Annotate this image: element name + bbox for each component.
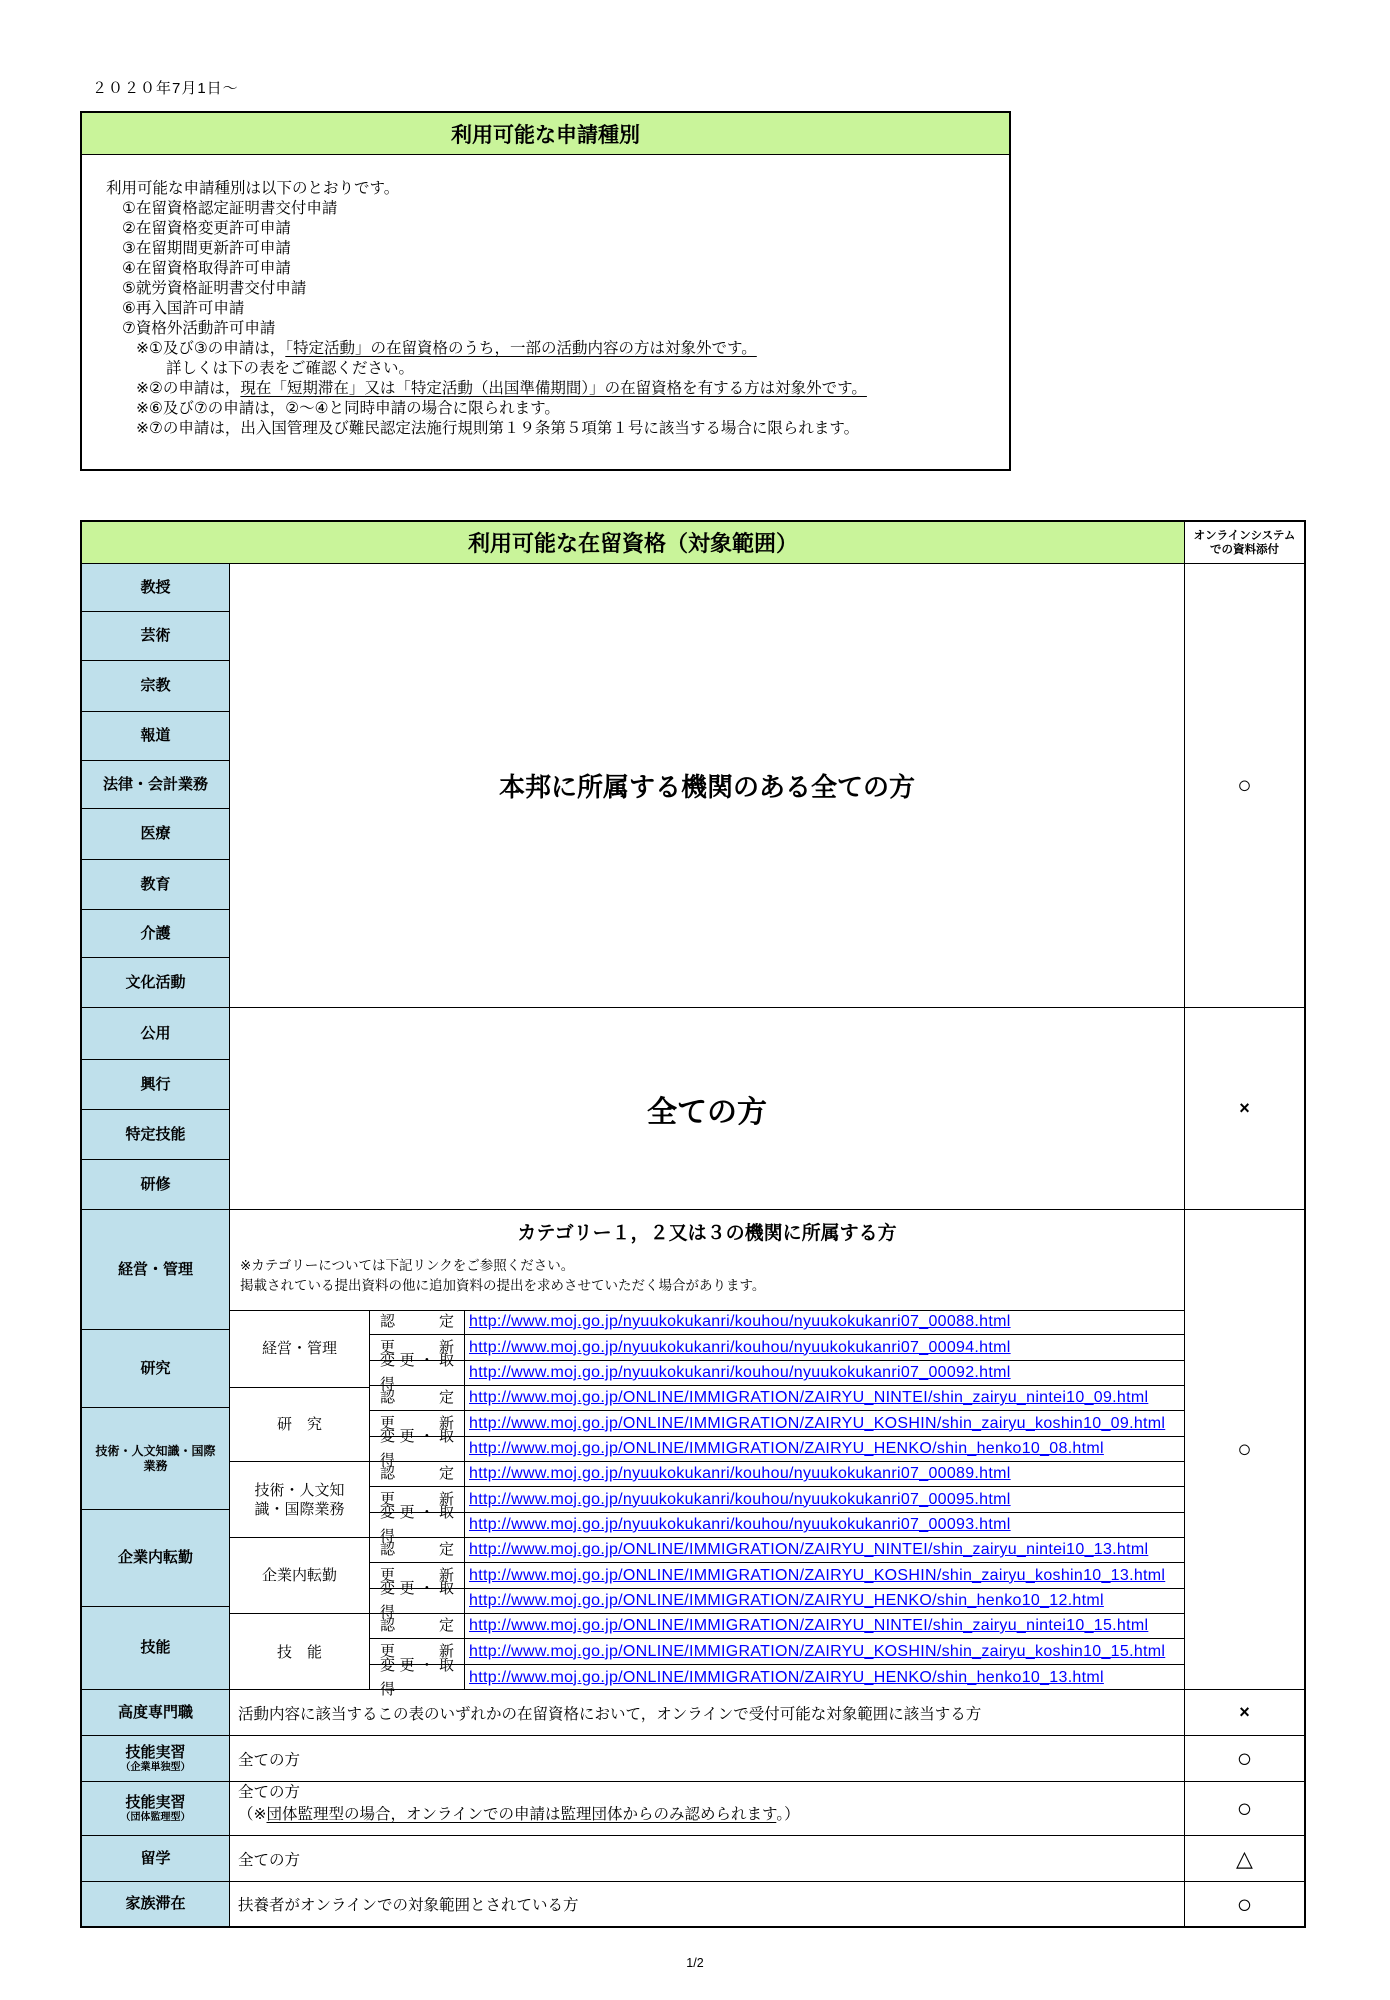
link-row-type: 変更・取得 <box>370 1437 465 1462</box>
link-group-label: 企業内転勤 <box>230 1538 370 1614</box>
status-symbol: × <box>1185 1690 1304 1736</box>
zairyu-status-table <box>80 520 1306 1928</box>
group3-content <box>230 1210 1185 1698</box>
moj-link[interactable]: http://www.moj.go.jp/ONLINE/IMMIGRATION/ZAIRYU_KOSHIN/shin_zairyu_koshin10_13.html <box>469 1566 1166 1584</box>
category-cell-shukyo: 宗教 <box>82 661 230 712</box>
category-cell-kodo-senmonshoku: 高度専門職 <box>82 1690 230 1736</box>
link-row-type: 認定 <box>370 1462 465 1487</box>
category-cell-kenkyu: 研究 <box>82 1330 230 1408</box>
moj-link[interactable]: http://www.moj.go.jp/ONLINE/IMMIGRATION/ZAIRYU_NINTEI/shin_zairyu_nintei10_09.html <box>469 1389 1149 1406</box>
link-row-type: 変更・取得 <box>370 1589 465 1614</box>
page-number: 1/2 <box>686 1956 704 1970</box>
bottom-row-description: 全ての方 <box>230 1736 1185 1782</box>
category-note: 掲載されている提出資料の他に追加資料の提出を求めさせていただく場合があります。 <box>240 1278 766 1293</box>
category-cell-tokutei-gino: 特定技能 <box>82 1110 230 1160</box>
link-row-type: 変更・取得 <box>370 1361 465 1386</box>
category-cell-iryo: 医療 <box>82 809 230 860</box>
link-row-type: 認定 <box>370 1386 465 1411</box>
link-url-cell <box>465 1614 1185 1639</box>
link-url-cell <box>465 1665 1185 1690</box>
application-types-title: 利用可能な申請種別 <box>82 113 1009 155</box>
status-symbol: ○ <box>1185 1782 1304 1836</box>
category-cell-kyoju: 教授 <box>82 564 230 612</box>
moj-link[interactable]: http://www.moj.go.jp/nyuukokukanri/kouhou/nyuukokukanri07_00093.html <box>469 1516 1011 1533</box>
moj-link[interactable]: http://www.moj.go.jp/nyuukokukanri/kouhou/nyuukokukanri07_00092.html <box>469 1364 1011 1381</box>
link-url-cell <box>465 1513 1185 1538</box>
category-cell-kyoiku: 教育 <box>82 860 230 910</box>
link-row-type: 認定 <box>370 1310 465 1335</box>
link-url-cell <box>465 1335 1185 1361</box>
application-types-body <box>82 155 1009 439</box>
moj-link[interactable]: http://www.moj.go.jp/nyuukokukanri/kouhou/nyuukokukanri07_00089.html <box>469 1465 1011 1482</box>
category-cell-keiei-kanri: 経営・管理 <box>82 1210 230 1330</box>
bottom-row-description: 全ての方 <box>230 1836 1185 1882</box>
link-row-type: 更新 <box>370 1411 465 1437</box>
bottom-row-description: 活動内容に該当するこの表のいずれかの在留資格において，オンラインで受付可能な対象範囲に該当する方 <box>230 1690 1185 1736</box>
link-row-type: 更新 <box>370 1335 465 1361</box>
link-url-cell <box>465 1437 1185 1462</box>
category-cell-bunka-katsudo: 文化活動 <box>82 958 230 1008</box>
link-url-cell <box>465 1563 1185 1589</box>
category-cell-kogyo: 興行 <box>82 1060 230 1110</box>
group1-status-symbol: ○ <box>1185 564 1304 1008</box>
category-cell-geijutsu: 芸術 <box>82 612 230 661</box>
bottom-row-description: 扶養者がオンラインでの対象範囲とされている方 <box>230 1882 1185 1926</box>
link-row-type: 認定 <box>370 1538 465 1563</box>
group2-description: 全ての方 <box>230 1008 1185 1210</box>
moj-link[interactable]: http://www.moj.go.jp/ONLINE/IMMIGRATION/ZAIRYU_HENKO/shin_henko10_13.html <box>469 1668 1104 1686</box>
category-cell-gino: 技能 <box>82 1607 230 1690</box>
link-url-cell <box>465 1487 1185 1513</box>
link-url-cell <box>465 1462 1185 1487</box>
category-cell-kazoku-taizai: 家族滞在 <box>82 1882 230 1926</box>
status-symbol: ○ <box>1185 1736 1304 1782</box>
link-row-type: 更新 <box>370 1563 465 1589</box>
moj-link[interactable]: http://www.moj.go.jp/ONLINE/IMMIGRATION/ZAIRYU_HENKO/shin_henko10_12.html <box>469 1592 1104 1609</box>
category-cell-kaigo: 介護 <box>82 910 230 958</box>
link-url-cell <box>465 1411 1185 1437</box>
moj-link[interactable]: http://www.moj.go.jp/nyuukokukanri/kouhou/nyuukokukanri07_00094.html <box>469 1338 1011 1356</box>
link-row-type: 認定 <box>370 1614 465 1639</box>
moj-link[interactable]: http://www.moj.go.jp/ONLINE/IMMIGRATION/ZAIRYU_HENKO/shin_henko10_08.html <box>469 1440 1104 1457</box>
moj-link[interactable]: http://www.moj.go.jp/ONLINE/IMMIGRATION/ZAIRYU_NINTEI/shin_zairyu_nintei10_15.html <box>469 1617 1149 1634</box>
link-row-type: 変更・取得 <box>370 1513 465 1538</box>
link-group-label: 技 能 <box>230 1614 370 1690</box>
bottom-row-description: 全ての方 （※団体監理型の場合，オンラインでの申請は監理団体からのみ認められます。） <box>230 1782 1185 1836</box>
note-line: 詳しくは下の表をご確認ください。 <box>166 360 415 377</box>
attachment-column-header: オンラインシステム での資料添付 <box>1185 522 1304 564</box>
category-cell-horitsu-kaikei: 法律・会計業務 <box>82 761 230 809</box>
moj-link[interactable]: http://www.moj.go.jp/nyuukokukanri/kouhou/nyuukokukanri07_00088.html <box>469 1313 1011 1330</box>
moj-link[interactable]: http://www.moj.go.jp/ONLINE/IMMIGRATION/ZAIRYU_NINTEI/shin_zairyu_nintei10_13.html <box>469 1541 1149 1558</box>
category-note: ※カテゴリーについては下記リンクをご参照ください。 <box>240 1258 575 1273</box>
application-types-box <box>80 111 1011 471</box>
link-group-label: 技術・人文知識・国際業務 <box>230 1462 370 1538</box>
category-cell-kigyonai-tenkin: 企業内転勤 <box>82 1510 230 1607</box>
category-cell-kenshu: 研修 <box>82 1160 230 1210</box>
note-line: ※⑦の申請は，出入国管理及び難民認定法施行規則第１９条第５項第１号に該当する場合に限られます。 <box>136 420 860 437</box>
group2-status-symbol: × <box>1185 1008 1304 1210</box>
table-title: 利用可能な在留資格（対象範囲） <box>82 522 1185 564</box>
moj-link[interactable]: http://www.moj.go.jp/nyuukokukanri/kouhou/nyuukokukanri07_00095.html <box>469 1490 1011 1508</box>
link-url-cell <box>465 1361 1185 1386</box>
note-line: ※⑥及び⑦の申請は，②～④と同時申請の場合に限られます。 <box>136 400 560 417</box>
category-cell-hodo: 報道 <box>82 712 230 761</box>
group3-status-symbol: ○ <box>1185 1210 1304 1690</box>
category-cell-ginojisshu-dantai: 技能実習 （団体監理型） <box>82 1782 230 1836</box>
intro-line: 利用可能な申請種別は以下のとおりです。 <box>106 180 400 197</box>
application-type-item: ⑤就労資格証明書交付申請 <box>122 280 307 297</box>
link-url-cell <box>465 1310 1185 1335</box>
moj-link[interactable]: http://www.moj.go.jp/ONLINE/IMMIGRATION/ZAIRYU_KOSHIN/shin_zairyu_koshin10_09.html <box>469 1414 1166 1432</box>
application-type-item: ⑥再入国許可申請 <box>122 300 245 317</box>
link-group-label: 研 究 <box>230 1388 370 1462</box>
link-group-label: 経営・管理 <box>230 1310 370 1388</box>
category-cell-gijutsu-jinbun: 技術・人文知識・国際業務 <box>82 1408 230 1510</box>
dantai-note: （※団体監理型の場合，オンラインでの申請は監理団体からのみ認められます。） <box>238 1806 800 1823</box>
category-cell-koyo: 公用 <box>82 1008 230 1060</box>
link-row-type: 更新 <box>370 1487 465 1513</box>
status-symbol: ○ <box>1236 1888 1253 1919</box>
category-cell-ryugaku: 留学 <box>82 1836 230 1882</box>
link-row-type: 更新 <box>370 1639 465 1665</box>
effective-date: ２０２０年7月1日～ <box>92 80 239 97</box>
application-type-item: ④在留資格取得許可申請 <box>122 260 291 277</box>
group1-description: 本邦に所属する機関のある全ての方 <box>230 564 1185 1008</box>
application-type-item: ①在留資格認定証明書交付申請 <box>122 200 338 217</box>
link-url-cell <box>465 1386 1185 1411</box>
application-type-item: ②在留資格変更許可申請 <box>122 220 291 237</box>
moj-link[interactable]: http://www.moj.go.jp/ONLINE/IMMIGRATION/ZAIRYU_KOSHIN/shin_zairyu_koshin10_15.html <box>469 1642 1166 1660</box>
link-url-cell <box>465 1639 1185 1665</box>
note-line: ※②の申請は，現在「短期滞在」又は「特定活動（出国準備期間）」の在留資格を有する方は対象外です。 <box>136 380 867 397</box>
link-url-cell <box>465 1538 1185 1563</box>
note-line: ※①及び③の申請は，「特定活動」の在留資格のうち，一部の活動内容の方は対象外です。 <box>136 340 757 357</box>
link-row-type: 変更・取得 <box>370 1665 465 1690</box>
application-type-item: ③在留期間更新許可申請 <box>122 240 291 257</box>
application-type-item: ⑦資格外活動許可申請 <box>122 320 276 337</box>
category-heading: カテゴリー１，２又は３の機関に所属する方 <box>517 1223 897 1244</box>
link-url-cell <box>465 1589 1185 1614</box>
category-cell-ginojisshu-kigyo: 技能実習 （企業単独型） <box>82 1736 230 1782</box>
status-symbol: △ <box>1185 1836 1304 1882</box>
